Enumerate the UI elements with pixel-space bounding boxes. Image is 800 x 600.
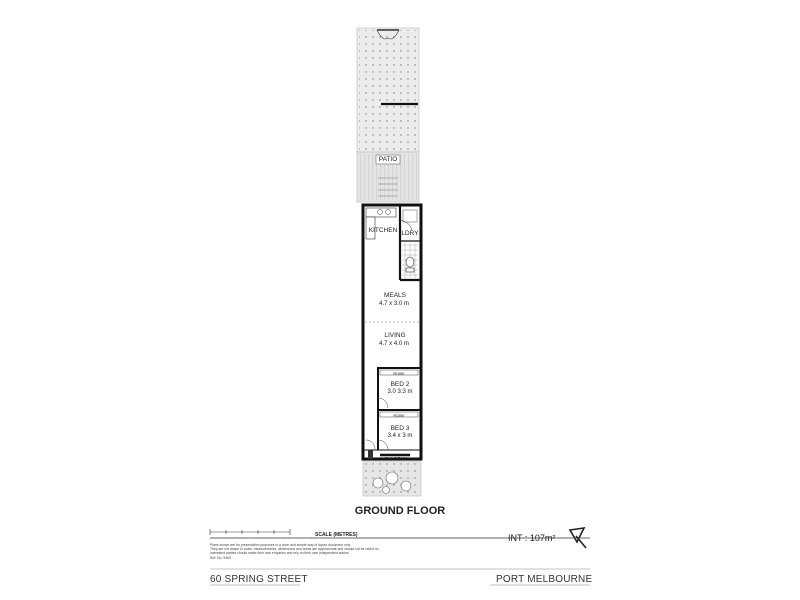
robe-label-bed2: ROBE xyxy=(393,371,405,376)
disclaimer-line: They are not drawn to scale, measurements, dimensions and areas are approximate and should not be relied on. xyxy=(210,547,380,552)
room-dims-bed2: 3.0 3.3 m xyxy=(387,389,413,395)
room-dims-bed3: 3.4 x 3 m xyxy=(387,433,413,439)
room-dims-meals: 4.7 x 3.0 m xyxy=(379,301,409,307)
floor-title: GROUND FLOOR xyxy=(354,505,446,517)
address-suburb: PORT MELBOURNE xyxy=(496,574,593,585)
room-label-bed3: BED 3 xyxy=(390,425,410,432)
room-dims-living: 4.7 x 4.0 m xyxy=(379,341,409,347)
disclaimer xyxy=(210,543,460,560)
disclaimer-line: Ref: No. 5463 xyxy=(210,555,231,560)
disclaimer-line: Interested parties should make their own enquiries and rely on their own independent advice. xyxy=(210,551,350,556)
address-street: 60 SPRING STREET xyxy=(210,574,308,585)
scale-label: SCALE (METRES) xyxy=(315,532,358,538)
room-label-bed2: BED 2 xyxy=(390,381,410,388)
room-label-patio: PATIO xyxy=(378,156,398,163)
room-label-living: LIVING xyxy=(384,332,406,339)
robe-label-bed3: ROBE xyxy=(393,413,405,418)
courtyard xyxy=(357,28,419,152)
room-label-meals: MEALS xyxy=(383,292,407,299)
room-label-kitchen: KITCHEN xyxy=(368,227,398,234)
disclaimer-line: Plans shown are for presentation purposes in a clear and simple way of layout document only. xyxy=(210,543,351,547)
internal-area: INT : 107m² xyxy=(508,533,556,543)
front-garden xyxy=(363,461,421,496)
toilet-icon xyxy=(406,257,414,272)
room-label-laundry: LDRY xyxy=(401,230,419,237)
room-label-balcony: BALCONY xyxy=(385,456,407,461)
